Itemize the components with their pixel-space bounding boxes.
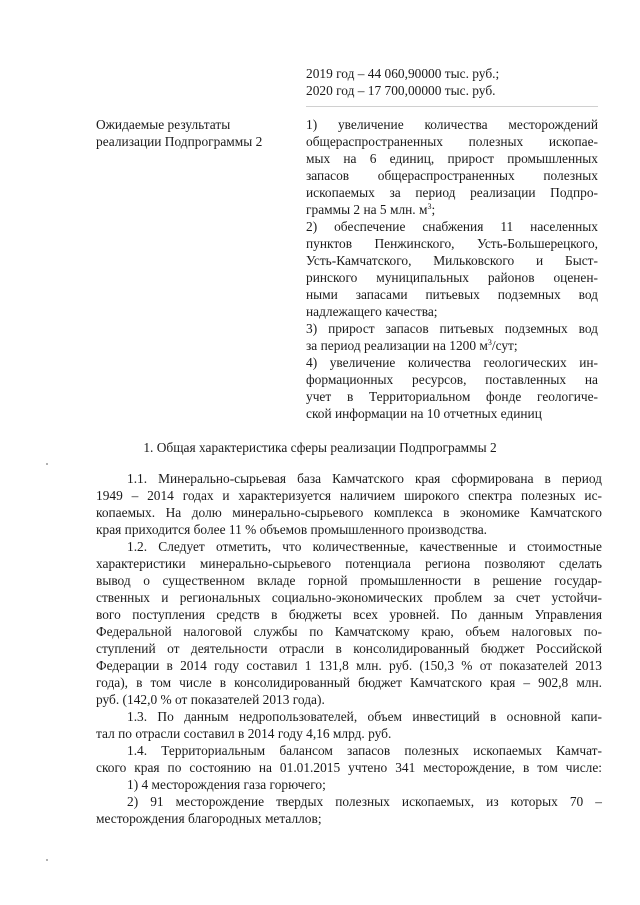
cubic-superscript-2: 3 — [487, 338, 492, 347]
result-line-14-text: за период реализации на 1200 м — [306, 338, 488, 353]
result-line-8: пунктов Пенжинского, Усть-Большерецкого, — [306, 236, 598, 251]
para-1-3-line-1: 1.3. По данным недропользователей, объем инвестиций в основной капи- — [127, 709, 602, 724]
para-1-2-line-3: вывод о существенном вкладе горной промышленности в решение государ- — [96, 573, 602, 588]
result-line-5: ископаемых за период реализации Подпро- — [306, 185, 598, 200]
result-line-6-text: граммы 2 на 5 млн. м — [306, 202, 428, 217]
result-line-1: 1) увеличение количества месторождений — [306, 117, 598, 132]
scan-speck — [46, 859, 48, 861]
para-1-1-line-1: 1.1. Минерально-сырьевая база Камчатского края сформирована в период — [127, 471, 602, 486]
cubic-superscript: 3 — [427, 202, 432, 211]
para-1-1-line-4: края приходится более 11 % объемов промышленного производства. — [96, 522, 488, 537]
result-line-11: ными запасами питьевых подземных вод — [306, 287, 598, 302]
expected-results-label: Ожидаемые результаты — [96, 117, 231, 132]
budget-line-2019: 2019 год – 44 060,90000 тыс. руб.; — [306, 66, 500, 81]
para-1-1-line-2: 1949 – 2014 годах и характеризуется наличием широкого спектра полезных ис- — [96, 488, 602, 503]
para-1-2-line-6: Федеральной налоговой службы по Камчатскому краю, объем налоговых по- — [96, 624, 602, 639]
para-1-4-line-2: ского края по состоянию на 01.01.2015 учтено 341 месторождение, в том числе: — [96, 760, 602, 775]
result-line-7: 2) обеспечение снабжения 11 населенных — [306, 219, 598, 234]
result-line-2: общераспространенных полезных ископае- — [306, 134, 598, 149]
result-line-18: ской информации на 10 отчетных единиц — [306, 406, 542, 421]
result-line-4: запасов общераспространенных полезных — [306, 168, 598, 183]
result-line-14 — [306, 338, 518, 354]
para-1-1-line-3: копаемых. На долю минерально-сырьевого комплекса в экономике Камчатского — [96, 505, 602, 520]
list-item-2-line-2: месторождения благородных металлов; — [96, 811, 322, 826]
result-line-9: Усть-Камчатского, Мильковского и Быст- — [306, 253, 598, 268]
para-1-2-line-8: Федерации в 2014 году составил 1 131,8 млн. руб. (150,3 % от показателей 2013 — [96, 658, 602, 673]
para-1-2-line-10: руб. (142,0 % от показателей 2013 года). — [96, 692, 325, 707]
para-1-2-line-5: вого поступления средств в бюджеты всех уровней. По данным Управления — [96, 607, 602, 622]
budget-line-2020: 2020 год – 17 700,00000 тыс. руб. — [306, 83, 496, 98]
para-1-2-line-7: ступлений от деятельности отрасли в консолидированный бюджет Российской — [96, 641, 602, 656]
result-line-15: 4) увеличение количества геологических ин- — [306, 355, 598, 370]
result-line-6-tail: ; — [431, 202, 436, 217]
result-line-6 — [306, 202, 435, 218]
result-line-17: учет в Территориальном фонде геологиче- — [306, 389, 598, 404]
para-1-2-line-1: 1.2. Следует отметить, что количественные, качественные и стоимостные — [127, 539, 602, 554]
result-line-10: ринского муниципальных районов оценен- — [306, 270, 598, 285]
result-line-3: мых на 6 единиц, прирост промышленных — [306, 151, 598, 166]
para-1-3-line-2: тал по отрасли составил в 2014 году 4,16 млрд. руб. — [96, 726, 392, 741]
list-item-1: 1) 4 месторождения газа горючего; — [127, 777, 326, 792]
section-title: 1. Общая характеристика сферы реализации Подпрограммы 2 — [143, 440, 497, 455]
table-row-divider — [306, 106, 598, 107]
result-line-12: надлежащего качества; — [306, 304, 438, 319]
result-line-14-tail: /сут; — [491, 338, 518, 353]
para-1-2-line-2: характеристики минерально-сырьевого потенциала региона позволяют сделать — [96, 556, 602, 571]
para-1-2-line-9: года), в том числе в консолидированный бюджет Камчатского края – 902,8 млн. — [96, 675, 602, 690]
list-item-2-line-1: 2) 91 месторождение твердых полезных ископаемых, из которых 70 – — [127, 794, 602, 809]
para-1-4-line-1: 1.4. Территориальным балансом запасов полезных ископаемых Камчат- — [127, 743, 602, 758]
para-1-2-line-4: ственных и региональных социально-экономических проблем за счет устойчи- — [96, 590, 602, 605]
result-line-16: формационных ресурсов, поставленных на — [306, 372, 598, 387]
result-line-13: 3) прирост запасов питьевых подземных вод — [306, 321, 598, 336]
scan-speck — [46, 463, 48, 465]
expected-results-label-line2: реализации Подпрограммы 2 — [96, 134, 263, 149]
